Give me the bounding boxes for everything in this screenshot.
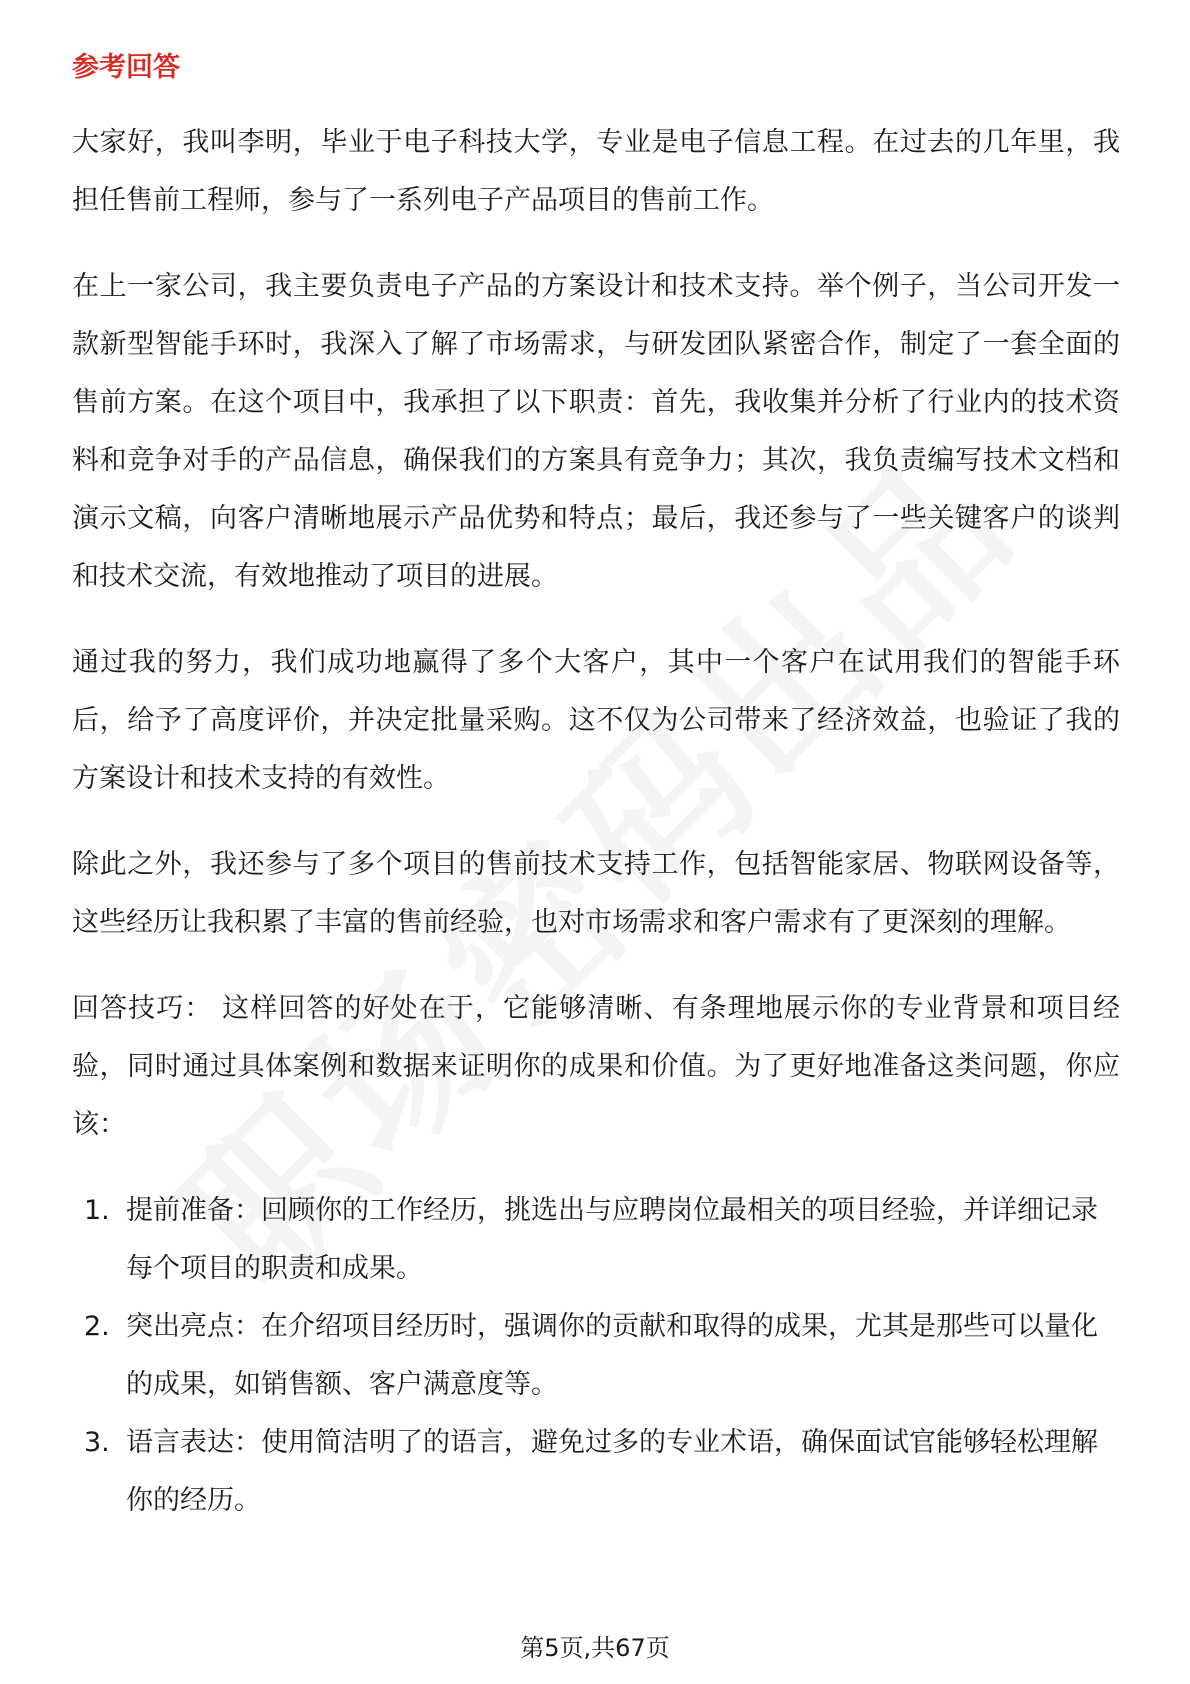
list-item-text: 提前准备：回顾你的工作经历，挑选出与应聘岗位最相关的项目经验，并详细记录每个项目的职责和成果。 xyxy=(126,1195,1098,1284)
list-item xyxy=(72,1298,1120,1414)
paragraph-intro: 大家好，我叫李明，毕业于电子科技大学，专业是电子信息工程。在过去的几年里，我担任售前工程师，参与了一系列电子产品项目的售前工作。 xyxy=(72,127,1120,216)
tips-list xyxy=(72,1182,1120,1530)
list-item-text: 语言表达：使用简洁明了的语言，避免过多的专业术语，确保面试官能够轻松理解你的经历。 xyxy=(126,1427,1098,1516)
list-item xyxy=(72,1182,1120,1298)
section-title: 参考回答 xyxy=(72,52,180,83)
paragraph-results: 通过我的努力，我们成功地赢得了多个大客户，其中一个客户在试用我们的智能手环后，给予了高度评价，并决定批量采购。这不仅为公司带来了经济效益，也验证了我的方案设计和技术支持的有效性。 xyxy=(72,647,1120,794)
paragraph-additional: 除此之外，我还参与了多个项目的售前技术支持工作，包括智能家居、物联网设备等，这些经历让我积累了丰富的售前经验，也对市场需求和客户需求有了更深刻的理解。 xyxy=(72,849,1120,938)
page-number: 第5页,共67页 xyxy=(520,1634,670,1662)
list-item-number: 3. xyxy=(84,1427,110,1458)
paragraph-experience: 在上一家公司，我主要负责电子产品的方案设计和技术支持。举个例子，当公司开发一款新型智能手环时，我深入了解了市场需求，与研发团队紧密合作，制定了一套全面的售前方案。在这个项目中，我承担了以下职责：首先，我收集并分析了行业内的技术资料和竞争对手的产品信息，确保我们的方案具有竞争力；其次，我负责编写技术文档和演示文稿，向客户清晰地展示产品优势和特点；最后，我还参与了一些关键客户的谈判和技术交流，有效地推动了项目的进展。 xyxy=(72,271,1120,592)
list-item-number: 2. xyxy=(84,1311,110,1342)
list-item xyxy=(72,1414,1120,1530)
paragraph-tips-intro: 回答技巧： 这样回答的好处在于，它能够清晰、有条理地展示你的专业背景和项目经验，同时通过具体案例和数据来证明你的成果和价值。为了更好地准备这类问题，你应该： xyxy=(72,993,1120,1140)
list-item-text: 突出亮点：在介绍项目经历时，强调你的贡献和取得的成果，尤其是那些可以量化的成果，如销售额、客户满意度等。 xyxy=(126,1311,1098,1400)
page-content xyxy=(72,48,1120,1530)
list-item-number: 1. xyxy=(84,1195,110,1226)
